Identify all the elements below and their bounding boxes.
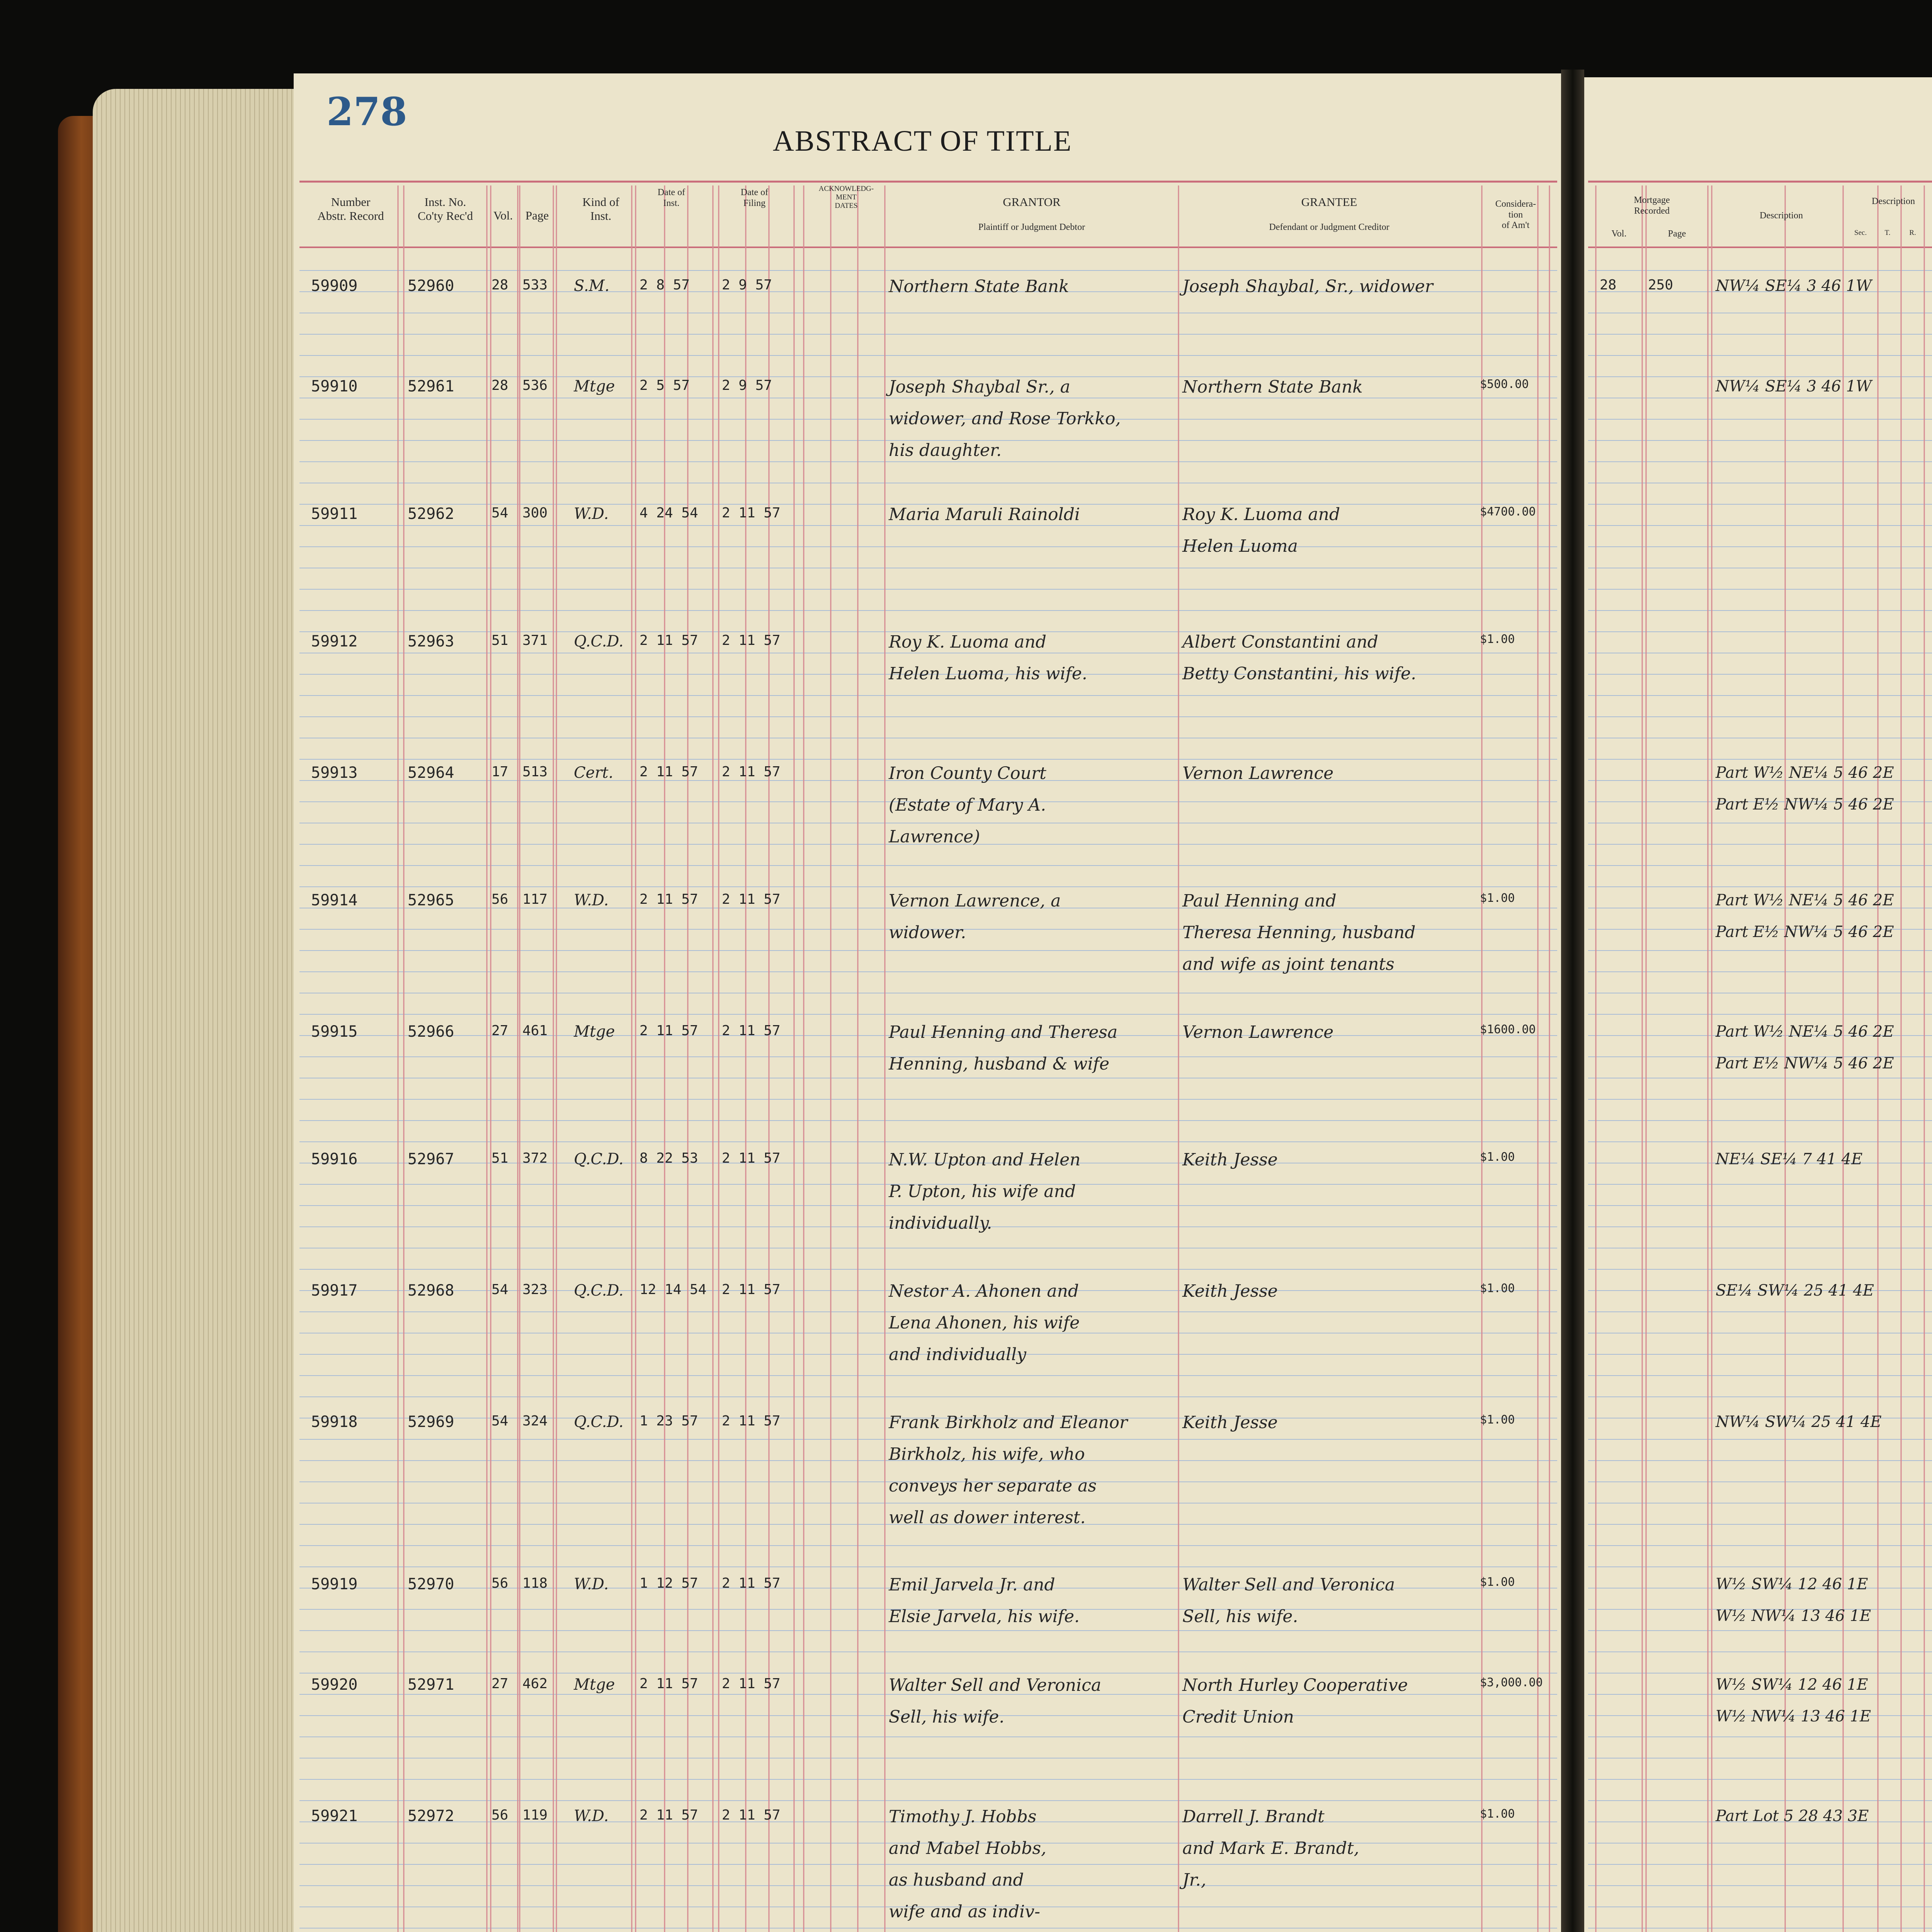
entry-consideration: $1.00 bbox=[1480, 1282, 1515, 1295]
entry-grantor-line: Walter Sell and Veronica bbox=[889, 1675, 1102, 1695]
entry-grantor-line: individually. bbox=[889, 1213, 992, 1233]
entry-grantor-line: conveys her separate as bbox=[889, 1476, 1097, 1496]
entry-description-line: NW¼ SE¼ 3 46 1W bbox=[1716, 378, 1872, 395]
entry-grantee-line: and Mark E. Brandt, bbox=[1182, 1838, 1359, 1858]
entry-page: 117 bbox=[522, 891, 548, 907]
header-description-2: Description bbox=[1872, 196, 1915, 206]
entry-page: 462 bbox=[522, 1676, 548, 1692]
entry-grantor-line: widower, and Rose Torkko, bbox=[889, 409, 1121, 429]
entry-inst-date: 1 23 57 bbox=[639, 1413, 698, 1429]
entry-description-line: Part W½ NE¼ 5 46 2E bbox=[1716, 764, 1894, 782]
entry-inst-no: 52970 bbox=[408, 1575, 454, 1593]
entry-vol: 54 bbox=[492, 505, 509, 521]
entry-consideration: $1.00 bbox=[1480, 633, 1515, 646]
entry-description-line: Part W½ NE¼ 5 46 2E bbox=[1716, 1023, 1894, 1041]
entry-filing-date: 2 11 57 bbox=[722, 1150, 781, 1166]
entry-grantor-line: Timothy J. Hobbs bbox=[889, 1807, 1037, 1827]
entry-vol: 54 bbox=[492, 1413, 509, 1429]
entry-number: 59912 bbox=[311, 633, 358, 650]
entry-inst-date: 2 8 57 bbox=[639, 277, 690, 293]
entry-number: 59919 bbox=[311, 1575, 358, 1593]
entry-vol: 17 bbox=[492, 764, 509, 780]
entry-grantee-line: Helen Luoma bbox=[1182, 536, 1298, 556]
entry-inst-date: 2 11 57 bbox=[639, 891, 698, 907]
entry-grantor-line: Henning, husband & wife bbox=[889, 1054, 1109, 1074]
header-page: Page bbox=[525, 209, 549, 222]
entry-kind: Cert. bbox=[574, 764, 614, 782]
entry-filing-date: 2 11 57 bbox=[722, 1282, 781, 1298]
entry-vol: 28 bbox=[492, 277, 509, 293]
header-grantor-sub: Plaintiff or Judgment Debtor bbox=[978, 222, 1085, 232]
entry-grantor-line: and individually bbox=[889, 1345, 1027, 1364]
entry-vol: 27 bbox=[492, 1023, 509, 1039]
entry-grantor-line: N.W. Upton and Helen bbox=[889, 1150, 1081, 1170]
entry-grantee-line: Paul Henning and bbox=[1182, 891, 1337, 911]
entry-filing-date: 2 9 57 bbox=[722, 378, 772, 393]
entry-number: 59918 bbox=[311, 1413, 358, 1431]
entry-page: 513 bbox=[522, 764, 548, 780]
entry-kind: Q.C.D. bbox=[574, 1282, 624, 1299]
entry-consideration: $1.00 bbox=[1480, 1575, 1515, 1589]
entry-grantee-line: Betty Constantini, his wife. bbox=[1182, 664, 1417, 684]
entry-inst-date: 2 5 57 bbox=[639, 378, 690, 393]
entry-description-line: Part W½ NE¼ 5 46 2E bbox=[1716, 891, 1894, 909]
entry-grantor-line: wife and as indiv- bbox=[889, 1902, 1040, 1922]
entry-description-line: Part E½ NW¼ 5 46 2E bbox=[1716, 796, 1894, 813]
entry-filing-date: 2 11 57 bbox=[722, 1413, 781, 1429]
header-mortgage-recorded: Mortgage Recorded bbox=[1634, 195, 1670, 216]
header-grantee-sub: Defendant or Judgment Creditor bbox=[1269, 222, 1389, 232]
entry-description-line: W½ SW¼ 12 46 1E bbox=[1716, 1575, 1868, 1593]
entry-grantor-line: Paul Henning and Theresa bbox=[889, 1022, 1118, 1042]
entry-page: 324 bbox=[522, 1413, 548, 1429]
entry-grantor-line: Birkholz, his wife, who bbox=[889, 1444, 1085, 1464]
entry-vol: 56 bbox=[492, 1575, 509, 1591]
entry-kind: Mtge bbox=[574, 378, 615, 395]
entry-inst-date: 2 11 57 bbox=[639, 633, 698, 648]
header-sec: Sec. bbox=[1854, 229, 1867, 237]
entry-inst-date: 2 11 57 bbox=[639, 1676, 698, 1692]
entry-description-line: Part Lot 5 28 43 3E bbox=[1716, 1807, 1869, 1825]
entry-grantee-line: Keith Jesse bbox=[1182, 1150, 1278, 1170]
entry-vol: 56 bbox=[492, 1807, 509, 1823]
entry-inst-no: 52960 bbox=[408, 277, 454, 295]
entry-filing-date: 2 11 57 bbox=[722, 1807, 781, 1823]
entry-description-line: NE¼ SE¼ 7 41 4E bbox=[1716, 1150, 1863, 1168]
entry-grantor-line: Iron County Court bbox=[889, 764, 1046, 783]
entry-grantor-line: Vernon Lawrence, a bbox=[889, 891, 1061, 911]
entry-page: 533 bbox=[522, 277, 548, 293]
entry-description-line: NW¼ SE¼ 3 46 1W bbox=[1716, 277, 1872, 295]
entry-number: 59911 bbox=[311, 505, 358, 523]
entry-grantee-line: Keith Jesse bbox=[1182, 1413, 1278, 1432]
header-description-1: Description bbox=[1760, 211, 1803, 221]
entry-filing-date: 2 9 57 bbox=[722, 277, 772, 293]
entry-kind: W.D. bbox=[574, 891, 609, 909]
entry-kind: Q.C.D. bbox=[574, 633, 624, 650]
entry-page: 461 bbox=[522, 1023, 548, 1039]
header-date-of-inst: Date of Inst. bbox=[657, 187, 685, 208]
entry-inst-date: 1 12 57 bbox=[639, 1575, 698, 1591]
entry-grantor-line: his daughter. bbox=[889, 440, 1002, 460]
entry-grantee-line: Vernon Lawrence bbox=[1182, 1022, 1334, 1042]
entry-inst-no: 52968 bbox=[408, 1282, 454, 1299]
entry-grantee-line: North Hurley Cooperative bbox=[1182, 1675, 1408, 1695]
entry-description-line: Part E½ NW¼ 5 46 2E bbox=[1716, 1054, 1894, 1072]
entry-grantee-line: Roy K. Luoma and bbox=[1182, 505, 1340, 524]
entry-consideration: $1.00 bbox=[1480, 1807, 1515, 1821]
entry-kind: Q.C.D. bbox=[574, 1413, 624, 1431]
entry-number: 59915 bbox=[311, 1023, 358, 1041]
entry-grantor-line: P. Upton, his wife and bbox=[889, 1182, 1076, 1201]
header-r: R. bbox=[1909, 229, 1916, 237]
entry-inst-no: 52965 bbox=[408, 891, 454, 909]
entry-kind: S.M. bbox=[574, 277, 610, 295]
header-consideration: Considera- tion of Am't bbox=[1495, 199, 1536, 231]
entry-kind: Q.C.D. bbox=[574, 1150, 624, 1168]
entry-grantor-line: well as dower interest. bbox=[889, 1508, 1086, 1527]
entry-description-line: NW¼ SW¼ 25 41 4E bbox=[1716, 1413, 1882, 1431]
entry-filing-date: 2 11 57 bbox=[722, 891, 781, 907]
entry-inst-date: 4 24 54 bbox=[639, 505, 698, 521]
entry-mortgage-page: 250 bbox=[1648, 277, 1673, 293]
entry-grantor-line: Lawrence) bbox=[889, 827, 980, 847]
entry-kind: W.D. bbox=[574, 1807, 609, 1825]
entry-inst-no: 52963 bbox=[408, 633, 454, 650]
entry-inst-date: 8 22 53 bbox=[639, 1150, 698, 1166]
entry-kind: W.D. bbox=[574, 505, 609, 523]
entry-number: 59921 bbox=[311, 1807, 358, 1825]
entry-filing-date: 2 11 57 bbox=[722, 633, 781, 648]
entry-grantor-line: Helen Luoma, his wife. bbox=[889, 664, 1087, 684]
entry-consideration: $1.00 bbox=[1480, 1150, 1515, 1164]
entry-grantee-line: Northern State Bank bbox=[1182, 377, 1363, 397]
entry-grantor-line: Joseph Shaybal Sr., a bbox=[889, 377, 1070, 397]
entry-grantor-line: Lena Ahonen, his wife bbox=[889, 1313, 1080, 1333]
entry-page: 372 bbox=[522, 1150, 548, 1166]
entry-page: 323 bbox=[522, 1282, 548, 1298]
header-mort-page: Page bbox=[1668, 229, 1686, 239]
entry-vol: 56 bbox=[492, 891, 509, 907]
entry-grantee-line: and wife as joint tenants bbox=[1182, 954, 1395, 974]
entry-description-line: W½ SW¼ 12 46 1E bbox=[1716, 1676, 1868, 1694]
entry-filing-date: 2 11 57 bbox=[722, 1575, 781, 1591]
entry-grantee-line: Theresa Henning, husband bbox=[1182, 923, 1416, 942]
entry-inst-no: 52967 bbox=[408, 1150, 454, 1168]
entry-consideration: $1600.00 bbox=[1480, 1023, 1536, 1036]
entry-grantee-line: Credit Union bbox=[1182, 1707, 1294, 1727]
entry-grantor-line: Frank Birkholz and Eleanor bbox=[889, 1413, 1128, 1432]
entry-page: 371 bbox=[522, 633, 548, 648]
entry-page: 118 bbox=[522, 1575, 548, 1591]
header-kind-of-inst: Kind of Inst. bbox=[582, 195, 619, 223]
entry-inst-date: 2 11 57 bbox=[639, 1023, 698, 1039]
entry-filing-date: 2 11 57 bbox=[722, 1023, 781, 1039]
entry-consideration: $500.00 bbox=[1480, 378, 1529, 391]
entry-inst-no: 52962 bbox=[408, 505, 454, 523]
entry-consideration: $1.00 bbox=[1480, 891, 1515, 905]
header-grantee: GRANTEE bbox=[1301, 195, 1357, 209]
entry-consideration: $1.00 bbox=[1480, 1413, 1515, 1427]
entry-number: 59914 bbox=[311, 891, 358, 909]
entry-page: 300 bbox=[522, 505, 548, 521]
entry-grantee-line: Albert Constantini and bbox=[1182, 632, 1378, 652]
entry-grantee-line: Darrell J. Brandt bbox=[1182, 1807, 1325, 1827]
entry-inst-no: 52961 bbox=[408, 378, 454, 395]
entry-vol: 54 bbox=[492, 1282, 509, 1298]
entry-filing-date: 2 11 57 bbox=[722, 764, 781, 780]
entry-page: 536 bbox=[522, 378, 548, 393]
entry-description-line: Part E½ NW¼ 5 46 2E bbox=[1716, 923, 1894, 941]
entry-filing-date: 2 11 57 bbox=[722, 1676, 781, 1692]
entry-number: 59917 bbox=[311, 1282, 358, 1299]
entry-grantor-line: Nestor A. Ahonen and bbox=[889, 1281, 1079, 1301]
entry-number: 59916 bbox=[311, 1150, 358, 1168]
entry-grantor-line: Roy K. Luoma and bbox=[889, 632, 1047, 652]
header-vol: Vol. bbox=[493, 209, 513, 222]
entry-filing-date: 2 11 57 bbox=[722, 505, 781, 521]
entry-grantor-line: (Estate of Mary A. bbox=[889, 795, 1046, 815]
entry-vol: 51 bbox=[492, 1150, 509, 1166]
entry-grantor-line: and Mabel Hobbs, bbox=[889, 1838, 1047, 1858]
entry-grantor-line: Northern State Bank bbox=[889, 277, 1069, 296]
header-t: T. bbox=[1884, 229, 1891, 237]
entry-grantee-line: Joseph Shaybal, Sr., widower bbox=[1182, 277, 1433, 296]
entry-grantee-line: Jr., bbox=[1182, 1870, 1206, 1890]
header-date-of-filing: Date of Filing bbox=[740, 187, 769, 208]
entry-inst-no: 52969 bbox=[408, 1413, 454, 1431]
entry-vol: 28 bbox=[492, 378, 509, 393]
entry-description-line: W½ NW¼ 13 46 1E bbox=[1716, 1708, 1871, 1725]
header-inst-no: Inst. No. Co'ty Rec'd bbox=[418, 195, 473, 223]
entry-mortgage-vol: 28 bbox=[1600, 277, 1617, 293]
entry-grantee-line: Walter Sell and Veronica bbox=[1182, 1575, 1395, 1595]
header-ack-dates: ACKNOWLEDG- MENT DATES bbox=[818, 185, 874, 210]
entry-inst-no: 52971 bbox=[408, 1676, 454, 1694]
entry-grantee-line: Keith Jesse bbox=[1182, 1281, 1278, 1301]
entry-consideration: $4700.00 bbox=[1480, 505, 1536, 519]
entry-grantor-line: Elsie Jarvela, his wife. bbox=[889, 1607, 1080, 1626]
entry-vol: 27 bbox=[492, 1676, 509, 1692]
entry-kind: Mtge bbox=[574, 1676, 615, 1694]
entry-description-line: SE¼ SW¼ 25 41 4E bbox=[1716, 1282, 1874, 1299]
entry-grantor-line: widower. bbox=[889, 923, 966, 942]
entry-inst-no: 52966 bbox=[408, 1023, 454, 1041]
entry-inst-date: 2 11 57 bbox=[639, 1807, 698, 1823]
entry-grantor-line: Maria Maruli Rainoldi bbox=[889, 505, 1080, 524]
entry-kind: Mtge bbox=[574, 1023, 615, 1041]
entry-grantee-line: Sell, his wife. bbox=[1182, 1607, 1298, 1626]
entry-kind: W.D. bbox=[574, 1575, 609, 1593]
entry-grantor-line: Emil Jarvela Jr. and bbox=[889, 1575, 1055, 1595]
entry-number: 59909 bbox=[311, 277, 358, 295]
entry-grantee-line: Vernon Lawrence bbox=[1182, 764, 1334, 783]
entry-number: 59913 bbox=[311, 764, 358, 782]
header-mort-vol: Vol. bbox=[1611, 229, 1627, 239]
entry-inst-date: 2 11 57 bbox=[639, 764, 698, 780]
entry-consideration: $3,000.00 bbox=[1480, 1676, 1543, 1689]
entry-grantor-line: as husband and bbox=[889, 1870, 1024, 1890]
header-number-abstr-record: Number Abstr. Record bbox=[317, 195, 384, 223]
header-grantor: GRANTOR bbox=[1003, 195, 1061, 209]
entry-inst-date: 12 14 54 bbox=[639, 1282, 707, 1298]
entry-inst-no: 52964 bbox=[408, 764, 454, 782]
entry-number: 59920 bbox=[311, 1676, 358, 1694]
left-page-heading: ABSTRACT OF TITLE bbox=[773, 125, 1072, 157]
entry-description-line: W½ NW¼ 13 46 1E bbox=[1716, 1607, 1871, 1625]
entry-inst-no: 52972 bbox=[408, 1807, 454, 1825]
left-page-number: 278 bbox=[327, 89, 407, 134]
entry-vol: 51 bbox=[492, 633, 509, 648]
entry-page: 119 bbox=[522, 1807, 548, 1823]
entry-number: 59910 bbox=[311, 378, 358, 395]
entry-grantor-line: Sell, his wife. bbox=[889, 1707, 1005, 1727]
